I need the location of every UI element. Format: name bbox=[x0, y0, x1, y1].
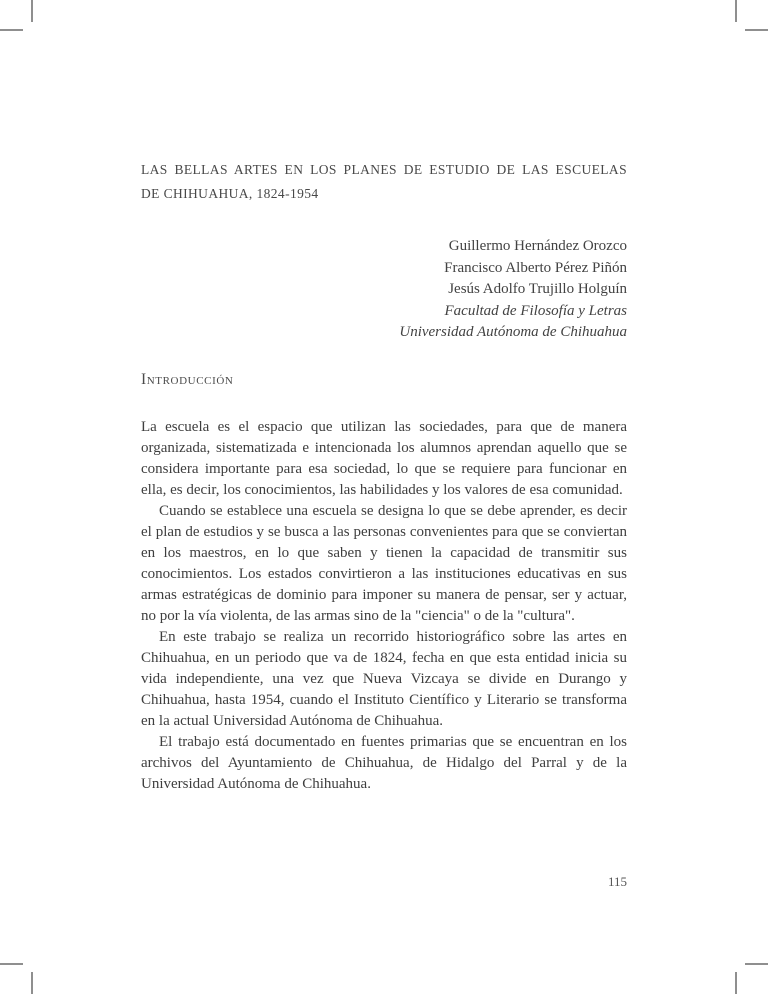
crop-mark-bottom-left-horizontal bbox=[0, 963, 23, 965]
crop-mark-bottom-right-horizontal bbox=[745, 963, 768, 965]
page-number: 115 bbox=[607, 874, 627, 889]
section-heading-introduccion: Introducción bbox=[141, 371, 234, 388]
author-name: Guillermo Hernández Orozco bbox=[448, 238, 627, 254]
article-body bbox=[141, 417, 627, 795]
author-name: Jesús Adolfo Trujillo Holguín bbox=[448, 281, 627, 297]
affiliation-university: Universidad Autónoma de Chihuahua bbox=[399, 324, 627, 340]
crop-mark-top-left-horizontal bbox=[0, 29, 23, 31]
crop-mark-bottom-left-vertical bbox=[31, 972, 33, 994]
crop-mark-bottom-right-vertical bbox=[735, 972, 737, 994]
body-paragraph: El trabajo está documentado en fuentes primarias que se encuentran en los archivos del Ayuntamiento de Chihuahua, de Hidalgo del Parral y de la Universidad Autónoma de Chihuahua. bbox=[141, 734, 627, 792]
crop-mark-top-right-horizontal bbox=[745, 29, 768, 31]
body-paragraph: En este trabajo se realiza un recorrido historiográfico sobre las artes en Chihuahua, en un periodo que va de 1824, fecha en que esta entidad inicia su vida independiente, una vez que Nueva Vizcaya se divide en Durango y Chihuahua, hasta 1954, cuando el Instituto Científico y Literario se transforma en la actual Universidad Autónoma de Chihuahua. bbox=[141, 629, 627, 729]
body-paragraph: La escuela es el espacio que utilizan las sociedades, para que de manera organizada, sistematizada e intencionada los alumnos aprendan aquello que se considera importante para esa sociedad, lo que se requiere para funcionar en ella, es decir, los conocimientos, las habilidades y los valores de esa comunidad. bbox=[141, 419, 627, 498]
author-block bbox=[141, 236, 627, 344]
crop-mark-top-left-vertical bbox=[31, 0, 33, 22]
body-paragraph: Cuando se establece una escuela se designa lo que se debe aprender, es decir el plan de estudios y se busca a las personas convenientes para que se conviertan en los maestros, en lo que saben y tienen la capacidad de transmitir sus conocimientos. Los estados convirtieron a las instituciones educativas en sus armas estratégicas de dominio para imponer su manera de pensar, ser y actuar, no por la vía violenta, de las armas sino de la "ciencia" o de la "cultura". bbox=[141, 503, 627, 624]
author-name: Francisco Alberto Pérez Piñón bbox=[444, 259, 627, 276]
article-title bbox=[141, 158, 627, 206]
affiliation-faculty: Facultad de Filosofía y Letras bbox=[444, 302, 627, 319]
article-title-line-1: LAS BELLAS ARTES EN LOS PLANES DE ESTUDIO DE LAS ESCUELAS bbox=[141, 162, 627, 177]
article-title-line-2: DE CHIHUAHUA, 1824-1954 bbox=[141, 186, 319, 201]
crop-mark-top-right-vertical bbox=[735, 0, 737, 22]
